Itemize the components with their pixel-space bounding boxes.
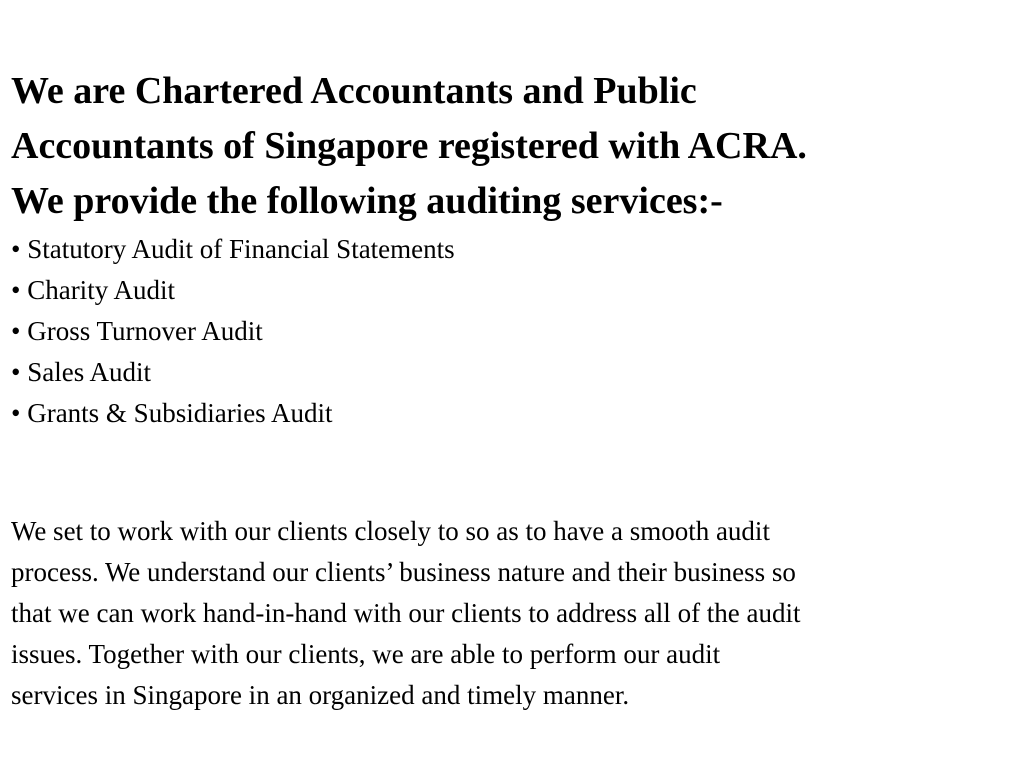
services-list <box>11 229 1016 434</box>
service-label: Grants & Subsidiaries Audit <box>27 398 333 428</box>
bullet-icon: • <box>11 357 21 387</box>
service-label: Charity Audit <box>27 275 175 305</box>
list-item <box>11 352 1016 393</box>
heading-line: Accountants of Singapore registered with ACRA. <box>11 125 807 167</box>
slide-content <box>11 64 1016 710</box>
paragraph-line: services in Singapore in an organized and timely manner. <box>11 680 630 710</box>
paragraph-line: that we can work hand-in-hand with our clients to address all of the audit <box>11 598 801 628</box>
list-item <box>11 311 1016 352</box>
heading-line: We provide the following auditing services:- <box>11 180 723 222</box>
bullet-icon: • <box>11 316 21 346</box>
service-label: Sales Audit <box>27 357 151 387</box>
list-item <box>11 270 1016 311</box>
list-item <box>11 229 1016 270</box>
bullet-icon: • <box>11 234 21 264</box>
bullet-icon: • <box>11 275 21 305</box>
heading-line: We are Chartered Accountants and Public <box>11 70 697 112</box>
paragraph-line: issues. Together with our clients, we are able to perform our audit <box>11 639 721 669</box>
bullet-icon: • <box>11 398 21 428</box>
intro-heading <box>11 64 1016 229</box>
paragraph-line: process. We understand our clients’ business nature and their business so <box>11 557 796 587</box>
description-paragraph <box>11 511 1016 716</box>
list-item <box>11 393 1016 434</box>
service-label: Statutory Audit of Financial Statements <box>27 234 455 264</box>
paragraph-line: We set to work with our clients closely to so as to have a smooth audit <box>11 516 770 546</box>
service-label: Gross Turnover Audit <box>27 316 263 346</box>
